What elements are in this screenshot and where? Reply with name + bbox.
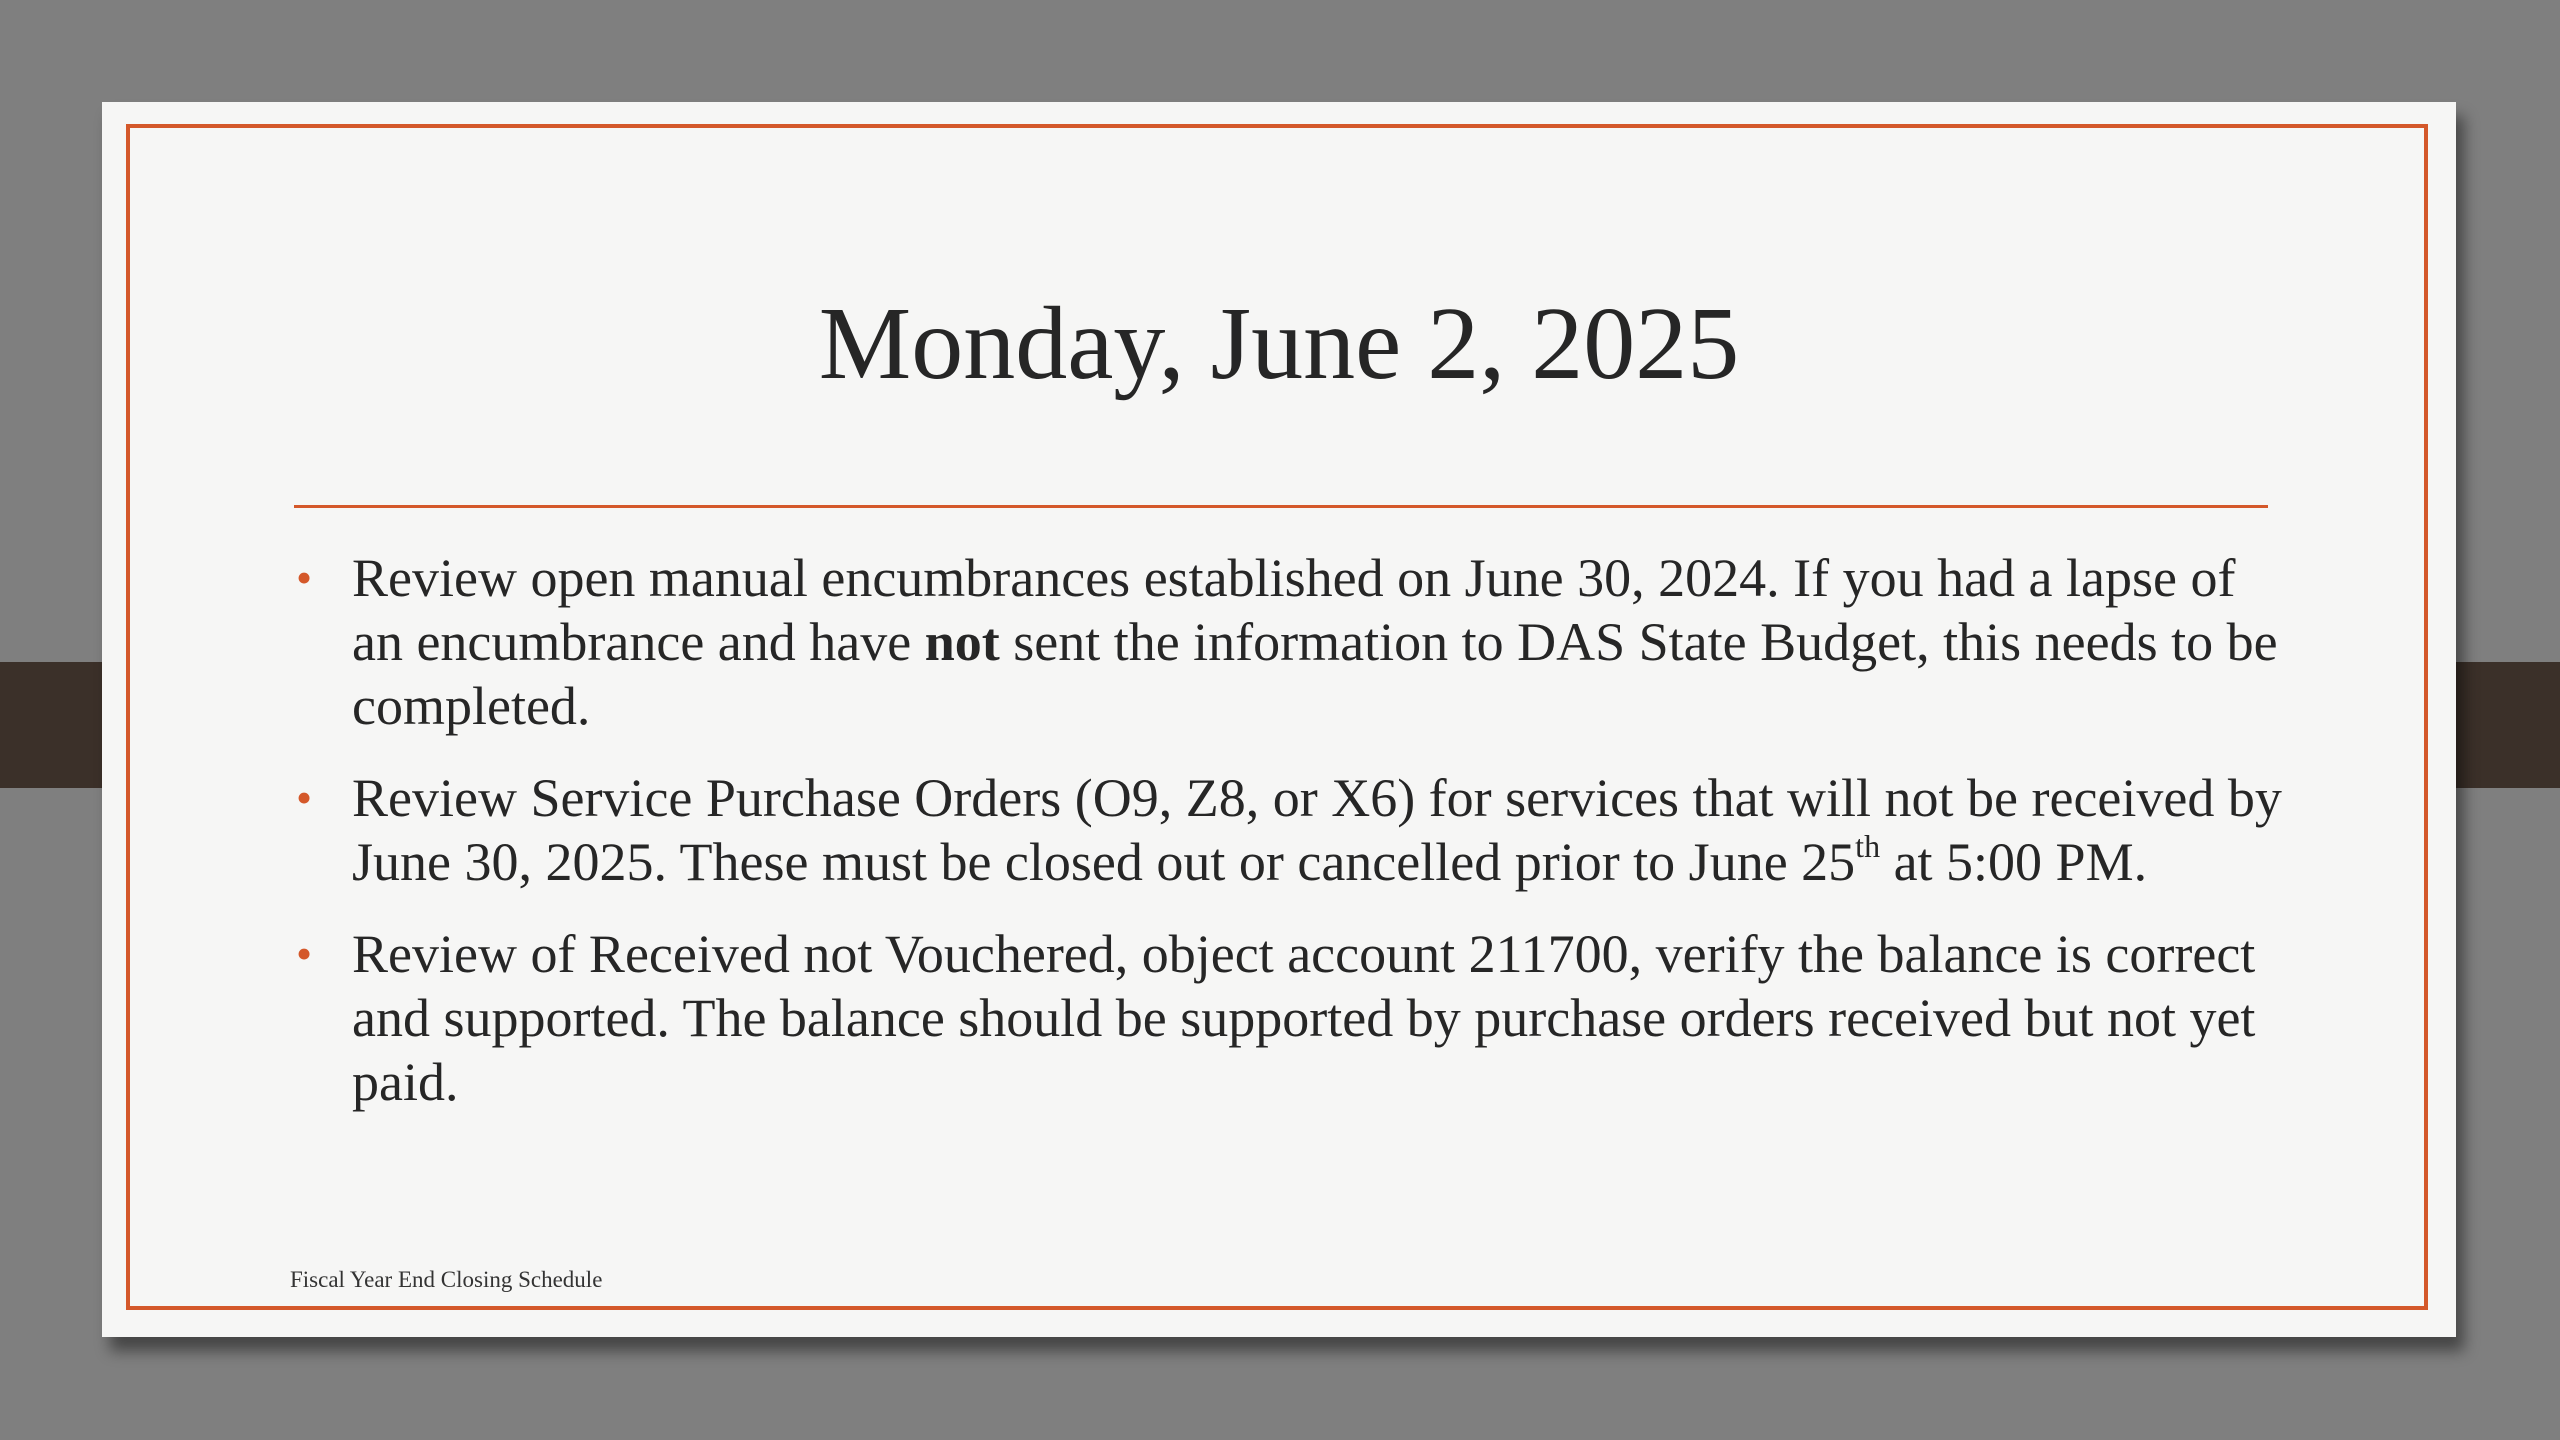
bullet-item (294, 766, 2294, 894)
bullet-list (294, 546, 2294, 1142)
bullet-dot-icon: • (296, 772, 313, 823)
ordinal-superscript: th (1855, 828, 1881, 864)
bold-emphasis: not (924, 612, 1000, 672)
slide-title: Monday, June 2, 2025 (818, 286, 1740, 401)
bullet-dot-icon: • (296, 552, 313, 603)
slide-footer: Fiscal Year End Closing Schedule (290, 1267, 603, 1292)
bullet-item (294, 546, 2294, 738)
slide (102, 102, 2456, 1337)
bullet-item (294, 922, 2294, 1114)
bullet-dot-icon: • (296, 928, 313, 979)
bullet-text: Review of Received not Vouchered, object account 211700, verify the balance is correct and supported. The balance should be supported by purchase orders received but not yet paid. (352, 924, 2256, 1112)
bullet-text: Review open manual encumbrances established on June 30, 2024. If you had a lapse of an encumbrance and have not sent the information to DAS State Budget, this needs to be completed. (352, 548, 2278, 736)
title-divider (294, 505, 2268, 508)
bullet-text: Review Service Purchase Orders (O9, Z8, or X6) for services that will not be received by June 30, 2025. These must be closed out or cancelled prior to June 25th at 5:00 PM. (352, 768, 2282, 892)
